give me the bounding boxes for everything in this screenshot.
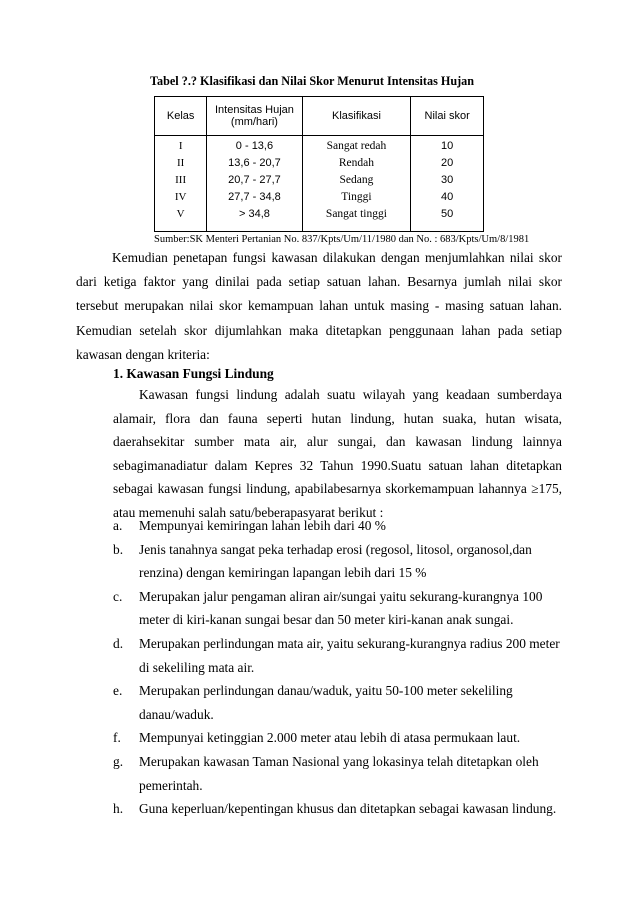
header-nilai-skor: Nilai skor [411, 97, 484, 136]
table-cell: IV [174, 191, 187, 203]
table-cell: 27,7 - 34,8 [228, 191, 281, 203]
header-klasifikasi: Klasifikasi [302, 97, 411, 136]
table-cell: III [175, 174, 187, 186]
table-body-row [155, 136, 484, 232]
list-item [113, 679, 573, 726]
header-kelas: Kelas [155, 97, 207, 136]
column-intensitas [207, 136, 302, 232]
table-cell: II [176, 157, 185, 169]
table-cell: 0 - 13,6 [235, 140, 274, 152]
table-cell: > 34,8 [239, 208, 270, 220]
list-item-text: Mempunyai kemiringan lahan lebih dari 40 % [139, 518, 386, 533]
intro-paragraph [76, 246, 562, 367]
list-marker: g. [113, 753, 124, 769]
table-cell: Sangat redah [326, 140, 387, 152]
list-item-text: Mempunyai ketinggian 2.000 meter atau lebih di atasa permukaan laut. [139, 730, 521, 746]
intro-paragraph-text: Kemudian penetapan fungsi kawasan dilakukan dengan menjumlahkan nilai skor dari ketiga faktor yang dinilai pada setiap satuan lahan. Besarnya jumlah nilai skor tersebut merupakan nilai skor kemampuan lahan untuk masing - masing satuan lahan. Kemudian setelah skor dijumlahkan maka ditetapkan penggunaan lahan pada setiap kawasan dengan kriteria: [76, 250, 562, 362]
list-item [113, 538, 573, 585]
header-intensitas: Intensitas Hujan (mm/hari) [207, 97, 302, 136]
table-cell: Tinggi [341, 191, 372, 203]
list-item-text: Merupakan jalur pengaman aliran air/sungai yaitu sekurang-kurangnya 100 meter di kiri-kanan sungai besar dan 50 meter kiri-kanan anak sungai. [139, 588, 543, 628]
column-klasifikasi [302, 136, 411, 232]
list-item [113, 797, 573, 821]
table-source: Sumber:SK Menteri Pertanian No. 837/Kpts/Um/11/1980 dan No. : 683/Kpts/Um/8/1981 [154, 234, 530, 245]
list-item-text: Merupakan perlindungan danau/waduk, yaitu 50-100 meter sekeliling danau/waduk. [139, 683, 513, 722]
list-item [113, 750, 573, 797]
table-cell: I [178, 140, 183, 152]
column-kelas [155, 136, 207, 232]
section-heading: 1. Kawasan Fungsi Lindung [113, 366, 274, 381]
list-marker: a. [113, 518, 123, 533]
list-item-text: Jenis tanahnya sangat peka terhadap erosi (regosol, litosol, organosol,dan renzina) dengan kemiringan lapangan lebih dari 15 % [139, 541, 532, 581]
list-item-text: Merupakan kawasan Taman Nasional yang lokasinya telah ditetapkan oleh pemerintah. [139, 753, 539, 793]
list-marker: h. [113, 801, 124, 817]
criteria-list [113, 514, 573, 821]
table-cell: Rendah [338, 157, 374, 169]
table-cell: 40 [441, 191, 454, 203]
table-cell: V [176, 208, 185, 220]
table-cell: 50 [441, 208, 454, 220]
list-marker: b. [113, 541, 124, 557]
table-cell: Sedang [339, 174, 374, 186]
classification-table [154, 96, 484, 232]
table-header-row [155, 97, 484, 136]
table-cell: 20 [441, 157, 454, 169]
list-marker: c. [113, 588, 123, 604]
table-cell: Sangat tinggi [325, 208, 387, 220]
list-marker: d. [113, 635, 124, 651]
table-cell: 30 [441, 174, 454, 186]
table-caption: Tabel ?.? Klasifikasi dan Nilai Skor Menurut Intensitas Hujan [150, 74, 475, 88]
table-cell: 20,7 - 27,7 [228, 174, 281, 186]
section-paragraph-text: Kawasan fungsi lindung adalah suatu wilayah yang keadaan sumberdaya alamair, flora dan fauna seperti hutan lindung, hutan suaka, hutan wisata, daerahsekitar sumber mata air, alur sungai, dan kawasan lindung lainnya sebagimanadiatur dalam Kepres 32 Tahun 1990.Suatu satuan lahan ditetapkan sebagai kawasan fungsi lindung, apabilabesarnya skorkemampuan lahannya ≥175, atau memenuhi salah satu/beberapasyarat berikut : [113, 387, 562, 520]
list-item [113, 632, 573, 679]
table-cell: 13,6 - 20,7 [228, 157, 281, 169]
column-nilai-skor [411, 136, 484, 232]
list-marker: e. [113, 683, 123, 699]
table-cell: 10 [441, 140, 454, 152]
list-item-text: Merupakan perlindungan mata air, yaitu sekurang-kurangnya radius 200 meter di sekeliling mata air. [139, 635, 560, 675]
list-marker: f. [113, 730, 121, 746]
list-item-text: Guna keperluan/kepentingan khusus dan ditetapkan sebagai kawasan lindung. [139, 801, 557, 817]
section-paragraph [113, 383, 562, 525]
list-item [113, 585, 573, 632]
list-item [113, 514, 573, 538]
list-item [113, 726, 573, 750]
